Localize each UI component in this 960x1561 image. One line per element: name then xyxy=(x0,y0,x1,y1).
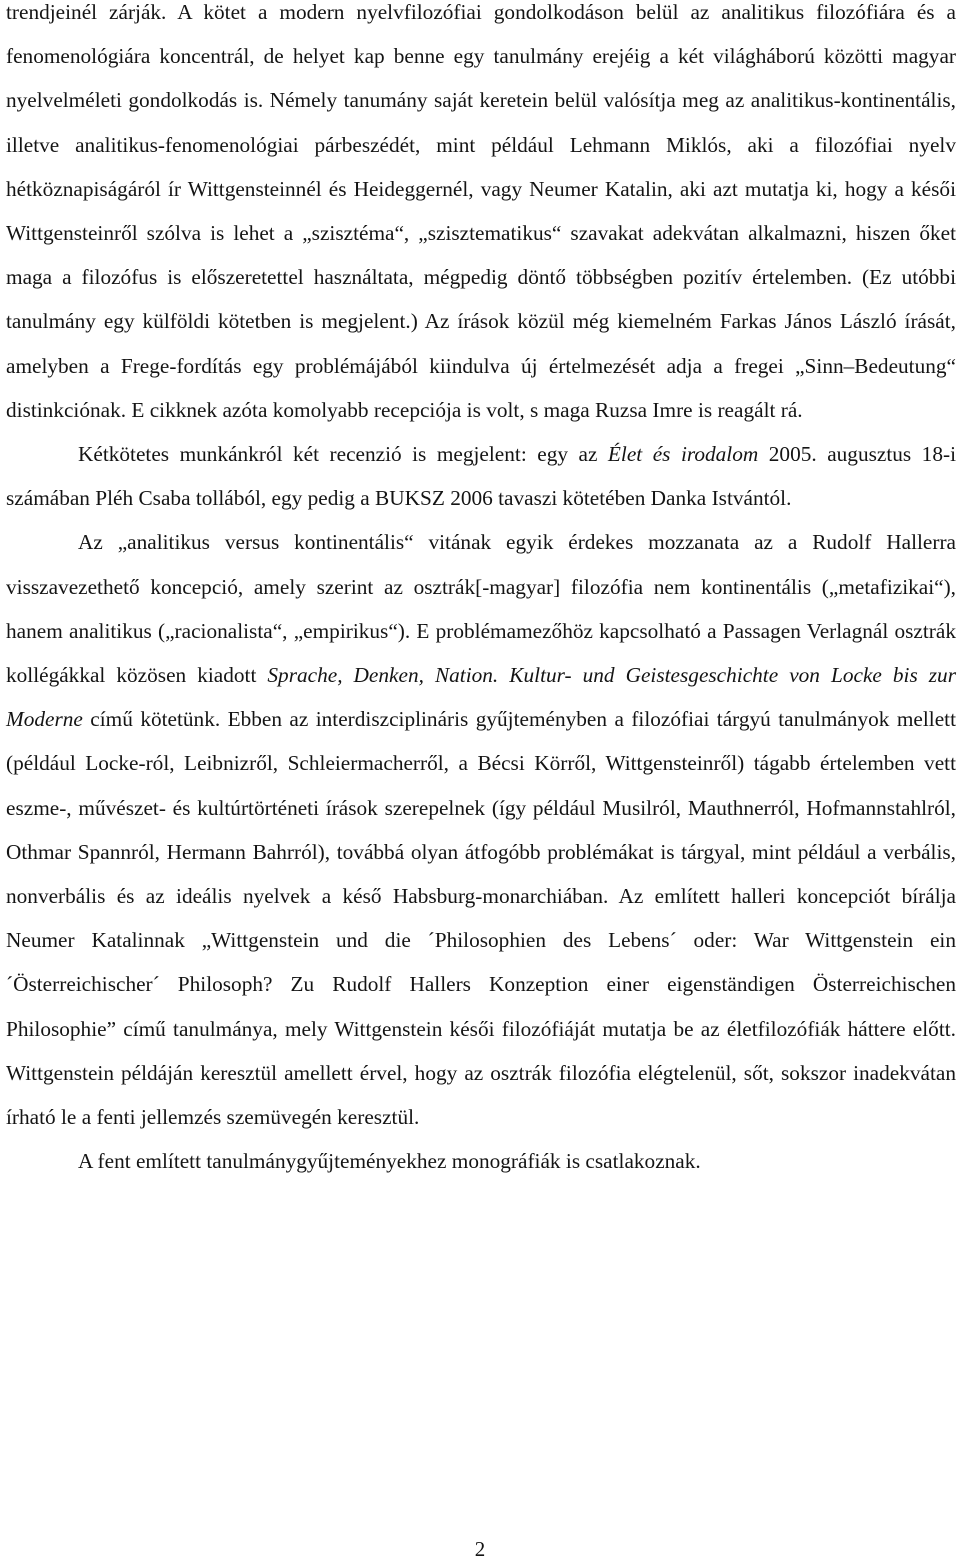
paragraph-1-text: trendjeinél zárják. A kötet a modern nyelvfilozófiai gondolkodáson belül az analitikus filozófiára és a fenomenológiára koncentrál, de helyet kap benne egy tanulmány erejéig a két világháború közötti magyar nyelvelméleti gondolkodás is. Némely tanumány saját keretein belül valósítja meg az analitikus-kontinentális, illetve analitikus-fenomenológiai párbeszédét, mint például Lehmann Miklós, aki a filozófiai nyelv hétköznapiságáról ír Wittgensteinnél és Heideggernél, vagy Neumer Katalin, aki azt mutatja ki, hogy a késői Wittgensteinről szólva is lehet a „szisztéma“, „szisztematikus“ szavakat adekvátan alkalmazni, hiszen őket maga a filozófus is előszeretettel használtata, mégpedig döntő többségben pozitív értelemben. (Ez utóbbi tanulmány egy külföldi kötetben is megjelent.) Az írások közül még kiemelném Farkas János László írását, amelyben a Frege-fordítás egy problémájából kiindulva új értelmezését adja a fregei „Sinn–Bedeutung“ distinkciónak. E cikknek azóta komolyabb recepciója is volt, s maga Ruzsa Imre is reagált rá. xyxy=(6,0,956,422)
paragraph-4-text: A fent említett tanulmánygyűjteményekhez monográfiák is csatlakoznak. xyxy=(78,1149,701,1174)
paragraph-3-italic-title: Sprache, Denken, Nation. Kultur- und Geistesgeschichte von Locke bis zur Moderne xyxy=(6,663,956,732)
paragraph-2-text-b: 2005. augusztus 18-i számában Pléh Csaba tollából, egy pedig a BUKSZ 2006 tavaszi kötetében Danka Istvántól. xyxy=(6,442,956,511)
paragraph-2-italic-title: Élet és irodalom xyxy=(607,442,759,467)
paragraph-2 xyxy=(6,432,956,520)
paragraph-1 xyxy=(6,0,956,432)
paragraph-2-text-a: Kétkötetes munkánkról két recenzió is megjelent: egy az xyxy=(78,442,608,467)
page-number: 2 xyxy=(474,1537,486,1561)
paragraph-3-text-a: Az „analitikus versus kontinentális“ vitának egyik érdekes mozzanata az a Rudolf Hallerra visszavezethető koncepció, amely szerint az osztrák[-magyar] filozófia nem kontinentális („metafizikai“), hanem analitikus („racionalista“, „empirikus“). E problémamezőhöz kapcsolható a Passagen Verlagnál osztrák kollégákkal közösen kiadott xyxy=(6,530,956,688)
document-page xyxy=(6,0,956,1183)
paragraph-3-text-b: című kötetünk. Ebben az interdiszciplináris gyűjteményben a filozófiai tárgyú tanulmányok mellett (például Locke-ról, Leibnizről, Schleiermacherről, a Bécsi Körről, Wittgensteinről) tágabb értelemben vett eszme-, művészet- és kultúrtörténeti írások szerepelnek (így például Musilról, Mauthnerról, Hofmannstahlról, Othmar Spannról, Hermann Bahrról), továbbá olyan átfogóbb problémákat is tárgyal, mint például a verbális, nonverbális és az ideális nyelvek a késő Habsburg-monarchiában. Az említett halleri koncepciót bírálja Neumer Katalinnak „Wittgenstein und die ´Philosophien des Lebens´ oder: War Wittgenstein ein ´Österreichischer´ Philosoph? Zu Rudolf Hallers Konzeption einer eigenständigen Österreichischen Philosophie” című tanulmánya, mely Wittgenstein késői filozófiáját mutatja be az életfilozófiák háttere előtt. Wittgenstein példáján keresztül amellett érvel, hogy az osztrák filozófia elégtelenül, sőt, sokszor inadekvátan írható le a fenti jellemzés szemüvegén keresztül. xyxy=(6,707,956,1130)
paragraph-3 xyxy=(6,520,956,1139)
paragraph-4 xyxy=(6,1139,956,1183)
